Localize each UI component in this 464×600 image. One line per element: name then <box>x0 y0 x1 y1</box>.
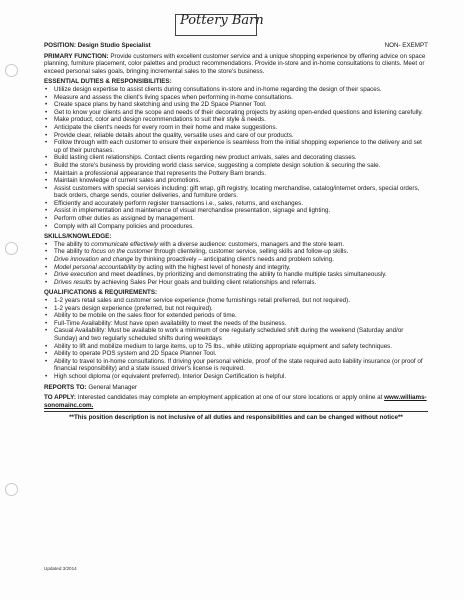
list-item: • Casual Availability: Must be available to work a minimum of one regularly scheduled shift during the weekend (Saturday and/or Sunday) and two regularly scheduled shifts during weekdays <box>44 327 428 342</box>
punch-hole <box>5 64 18 77</box>
list-item: • Create space plans by hand sketching and using the 2D Space Planner Tool. <box>44 101 428 109</box>
skill-item <box>44 264 428 272</box>
primary-label: PRIMARY FUNCTION: <box>44 52 109 60</box>
skill-em: focus on the customer <box>91 248 153 256</box>
position-label: POSITION: <box>44 42 76 49</box>
list-item: • Make product, color and design recommendations to suit their style & needs. <box>44 116 428 124</box>
list-item: • 1-2 years design experience (preferred, but not required). <box>44 305 428 313</box>
qualifications-list <box>44 297 428 381</box>
position-title: Design Studio Specialist <box>77 42 151 49</box>
punch-hole <box>5 483 18 496</box>
list-item: • Perform other duties as assigned by management. <box>44 215 428 223</box>
skill-item <box>44 256 428 264</box>
skill-post: through clienteling, customer service, selling skills and follow-up skills. <box>152 248 349 256</box>
list-item: • Maintain a professional appearance that represents the Pottery Barn brands. <box>44 170 428 178</box>
qualifications-heading: QUALIFICATIONS & REQUIREMENTS: <box>44 289 158 297</box>
skill-em: Model personal accountability <box>54 263 137 271</box>
skill-post: by acting with the highest level of honesty and integrity. <box>136 263 291 271</box>
exempt-status: NON- EXEMPT <box>384 42 428 49</box>
list-item: • High school diploma (or equivalent preferred). Interior Design Certification is helpful. <box>44 373 428 381</box>
list-item: • Ability to operate POS system and 2D Space Planner Tool. <box>44 350 428 358</box>
skill-item <box>44 248 428 256</box>
apply-link[interactable]: www.williams-sonomainc.com. <box>44 394 427 409</box>
apply-text: Interested candidates may complete an employment application at one of our store locations or apply online at <box>77 394 383 402</box>
list-item: • Ability to travel to in-home consultations. If driving your personal vehicle, proof of the state required auto liability insurance (or proof of financial responsibility) and a state issued driver's license is required. <box>44 358 428 373</box>
list-item: • Maintain knowledge of current sales and promotions. <box>44 177 428 185</box>
list-item: • 1-2 years retail sales and customer service experience (home furnishings retail preferred, but not required). <box>44 297 428 305</box>
punch-hole <box>5 242 18 255</box>
list-item: • Comply with all Company policies and procedures. <box>44 223 428 231</box>
skill-pre: The ability to <box>54 248 92 256</box>
footnote: **This position description is not inclusive of all duties and responsibilities and can be changed without notice** <box>69 414 403 422</box>
list-item: • Assist in implementation and maintenance of visual merchandise presentation, signage and lighting. <box>44 207 428 215</box>
document-body <box>44 42 428 422</box>
essential-heading: ESSENTIAL DUTIES & RESPONSIBILITIES: <box>44 78 172 86</box>
reports-label: REPORTS TO: <box>44 383 87 391</box>
apply-label: TO APPLY: <box>44 394 76 402</box>
list-item: • Build the store's business by providing world class service, suggesting a complete design solution & securing the sale. <box>44 162 428 170</box>
skill-item <box>44 271 428 279</box>
list-item: • Full-Time Availability: Must have open availability to meet the needs of the business. <box>44 320 428 328</box>
list-item: • Ability to be mobile on the sales floor for extended periods of time. <box>44 312 428 320</box>
list-item: • Anticipate the client's needs for every room in their home and make suggestions. <box>44 124 428 132</box>
to-apply <box>44 394 428 409</box>
list-item: • Assist customers with special services including: gift wrap, gift registry, locating merchandise, catalog/internet orders, special orders, back orders, charge sends, courier deliveries, and furniture orders. <box>44 185 428 200</box>
skill-post: by thinking proactively – anticipating client's needs and problem solving. <box>133 256 334 264</box>
skill-pre: The ability to <box>54 240 92 248</box>
skill-em: communicate effectively <box>91 240 158 248</box>
list-item: • Measure and assess the client's living spaces when performing in-home consultations. <box>44 94 428 102</box>
primary-text: Provide customers with excellent customer service and a unique shopping experience by offering advice on space planning, furniture placement, color palettes and product recommendations. Provide in-store and in-home consultations to clients. Meet or exceed personal sales goals, bringing incremental sales to the store's business. <box>44 52 426 75</box>
skills-list <box>44 241 428 287</box>
pottery-barn-logo: Pottery Barn <box>180 13 264 28</box>
skill-post: with a diverse audience: customers, managers and the store team. <box>157 240 345 248</box>
skill-item <box>44 279 428 287</box>
skill-item <box>44 241 428 249</box>
skill-post: by achieving Sales Per Hour goals and building client relationships and referrals. <box>91 278 317 286</box>
list-item: • Utilize design expertise to assist clients during consultations in-store and in-home regarding the design of their spaces. <box>44 86 428 94</box>
list-item: • Ability to lift and mobilize medium to large items, up to 75 lbs., while utilizing appropriate equipment and safety techniques. <box>44 343 428 351</box>
list-item: • Build lasting client relationships. Contact clients regarding new product arrivals, sales and decorating classes. <box>44 154 428 162</box>
position-row <box>44 42 428 50</box>
skill-post: and meet deadlines, by prioritizing and demonstrating the ability to handle multiple tasks simultaneously. <box>97 271 387 279</box>
list-item: • Get to know your clients and the scope and needs of their decorating projects by asking open-ended questions and listening carefully. <box>44 109 428 117</box>
divider <box>44 411 428 412</box>
updated-date: Updated 3/2014 <box>44 566 77 571</box>
skill-em: Drives results <box>54 278 92 286</box>
duties-list <box>44 86 428 230</box>
list-item: • Follow through with each customer to ensure their experience is seamless from the initial shopping experience to the delivery and set up of their purchases. <box>44 139 428 154</box>
skills-heading: SKILLS/KNOWLEDGE: <box>44 233 112 241</box>
skill-em: Drive innovation and change <box>54 256 134 264</box>
reports-to <box>44 384 428 392</box>
list-item: • Provide clear, reliable details about the quality, versatile uses and care of our products. <box>44 132 428 140</box>
reports-value: General Manager <box>88 383 137 391</box>
primary-function <box>44 53 428 76</box>
list-item: • Efficiently and accurately perform register transactions i.e., sales, returns, and exchanges. <box>44 200 428 208</box>
skill-em: Drive execution <box>54 271 98 279</box>
